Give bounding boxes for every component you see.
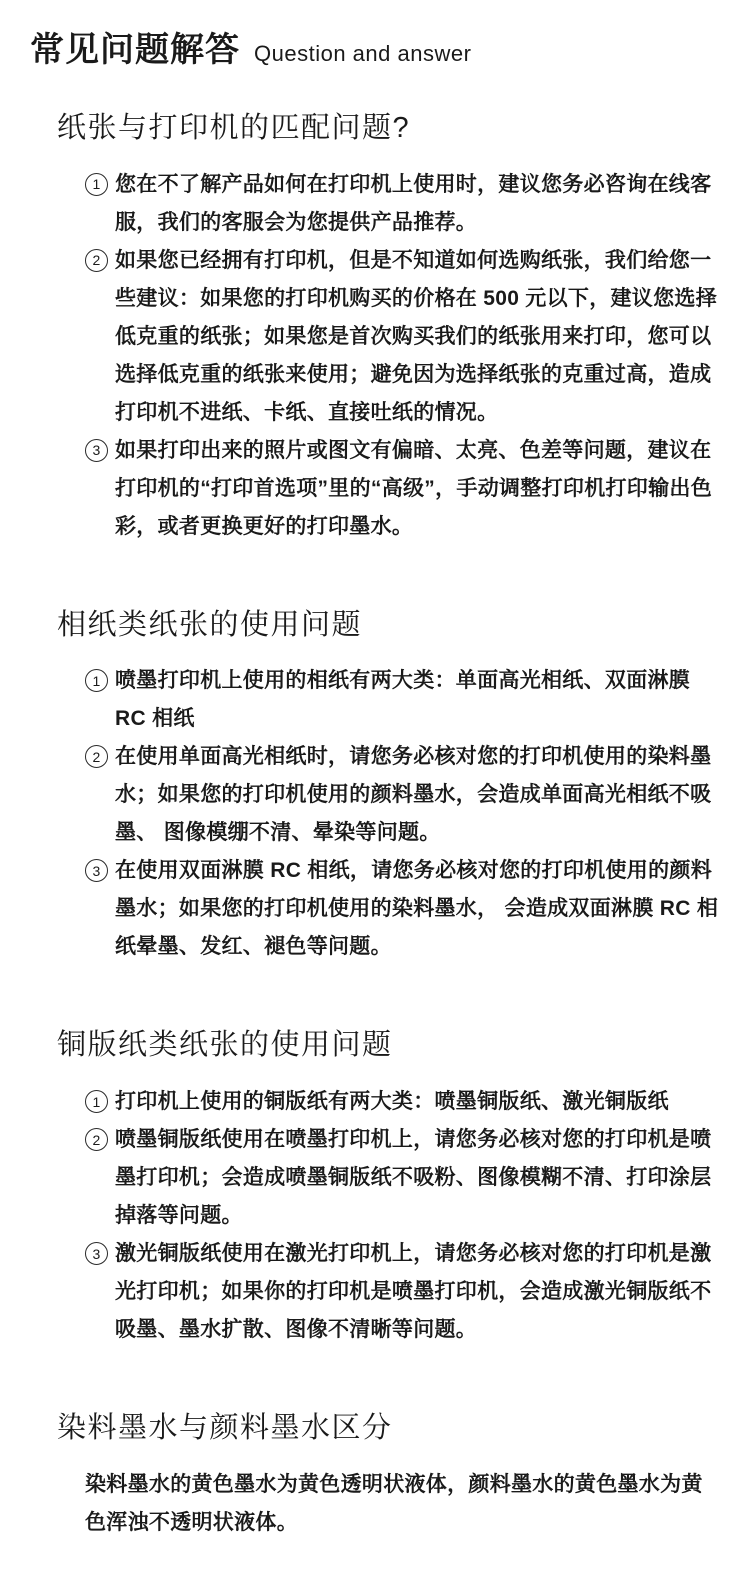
circled-number-icon: 3 bbox=[85, 859, 108, 882]
circled-number-icon: 2 bbox=[85, 249, 108, 272]
list-item bbox=[85, 1121, 720, 1235]
faq-list bbox=[30, 166, 720, 546]
list-item bbox=[85, 662, 720, 738]
item-text: 在使用单面高光相纸时，请您务必核对您的打印机使用的染料墨水；如果您的打印机使用的颜料墨水，会造成单面高光相纸不吸墨、 图像模绷不清、晕染等问题。 bbox=[115, 745, 712, 845]
section-photo-paper-usage bbox=[30, 608, 720, 967]
faq-list bbox=[30, 1083, 720, 1349]
section-paragraph: 染料墨水的黄色墨水为黄色透明状液体，颜料墨水的黄色墨水为黄色浑浊不透明状液体。 bbox=[85, 1472, 703, 1534]
circled-number-icon: 1 bbox=[85, 1090, 108, 1113]
page-header bbox=[30, 30, 720, 71]
page-title bbox=[30, 30, 720, 71]
item-text: 激光铜版纸使用在激光打印机上，请您务必核对您的打印机是激光打印机；如果你的打印机是喷墨打印机，会造成激光铜版纸不吸墨、墨水扩散、图像不清晰等问题。 bbox=[115, 1242, 712, 1342]
section-heading: 相纸类纸张的使用问题 bbox=[57, 608, 363, 641]
item-text: 打印机上使用的铜版纸有两大类：喷墨铜版纸、激光铜版纸 bbox=[115, 1090, 669, 1114]
item-text: 您在不了解产品如何在打印机上使用时，建议您务必咨询在线客服，我们的客服会为您提供产品推荐。 bbox=[115, 172, 712, 234]
section-coated-paper-usage bbox=[30, 1028, 720, 1349]
list-item bbox=[85, 432, 720, 546]
circled-number-icon: 2 bbox=[85, 745, 108, 768]
item-text: 喷墨打印机上使用的相纸有两大类：单面高光相纸、双面淋膜 RC 相纸 bbox=[115, 669, 691, 731]
section-heading: 铜版纸类纸张的使用问题 bbox=[57, 1029, 393, 1062]
section-heading: 纸张与打印机的匹配问题? bbox=[57, 111, 411, 144]
item-text: 喷墨铜版纸使用在喷墨打印机上，请您务必核对您的打印机是喷墨打印机；会造成喷墨铜版纸不吸粉、图像模糊不清、打印涂层掉落等问题。 bbox=[115, 1128, 712, 1228]
list-item bbox=[85, 1235, 720, 1349]
section-heading: 染料墨水与颜料墨水区分 bbox=[57, 1412, 393, 1445]
page-title-en: Question and answer bbox=[254, 41, 472, 66]
list-item bbox=[85, 1083, 720, 1121]
section-paper-printer-matching bbox=[30, 111, 720, 546]
list-item bbox=[85, 738, 720, 852]
list-item bbox=[85, 852, 720, 966]
section-dye-vs-pigment-ink bbox=[30, 1411, 720, 1542]
circled-number-icon: 3 bbox=[85, 1242, 108, 1265]
circled-number-icon: 2 bbox=[85, 1128, 108, 1151]
list-item bbox=[85, 242, 720, 432]
page-title-zh: 常见问题解答 bbox=[30, 31, 240, 69]
item-text: 如果您已经拥有打印机，但是不知道如何选购纸张，我们给您一些建议：如果您的打印机购买的价格在 500 元以下，建议您选择低克重的纸张；如果您是首次购买我们的纸张用来打印，您可以选择低克重的纸张来使用；避免因为选择纸张的克重过高，造成打印机不进纸、卡纸、直接吐纸的情况。 bbox=[115, 248, 718, 424]
list-item bbox=[85, 166, 720, 242]
item-text: 在使用双面淋膜 RC 相纸，请您务必核对您的打印机使用的颜料墨水；如果您的打印机使用的染料墨水， 会造成双面淋膜 RC 相纸晕墨、发红、褪色等问题。 bbox=[115, 859, 719, 959]
circled-number-icon: 1 bbox=[85, 669, 108, 692]
circled-number-icon: 1 bbox=[85, 173, 108, 196]
circled-number-icon: 3 bbox=[85, 439, 108, 462]
item-text: 如果打印出来的照片或图文有偏暗、太亮、色差等问题，建议在打印机的“打印首选项”里的“高级”，手动调整打印机打印输出色彩，或者更换更好的打印墨水。 bbox=[115, 438, 712, 538]
faq-list bbox=[30, 662, 720, 966]
